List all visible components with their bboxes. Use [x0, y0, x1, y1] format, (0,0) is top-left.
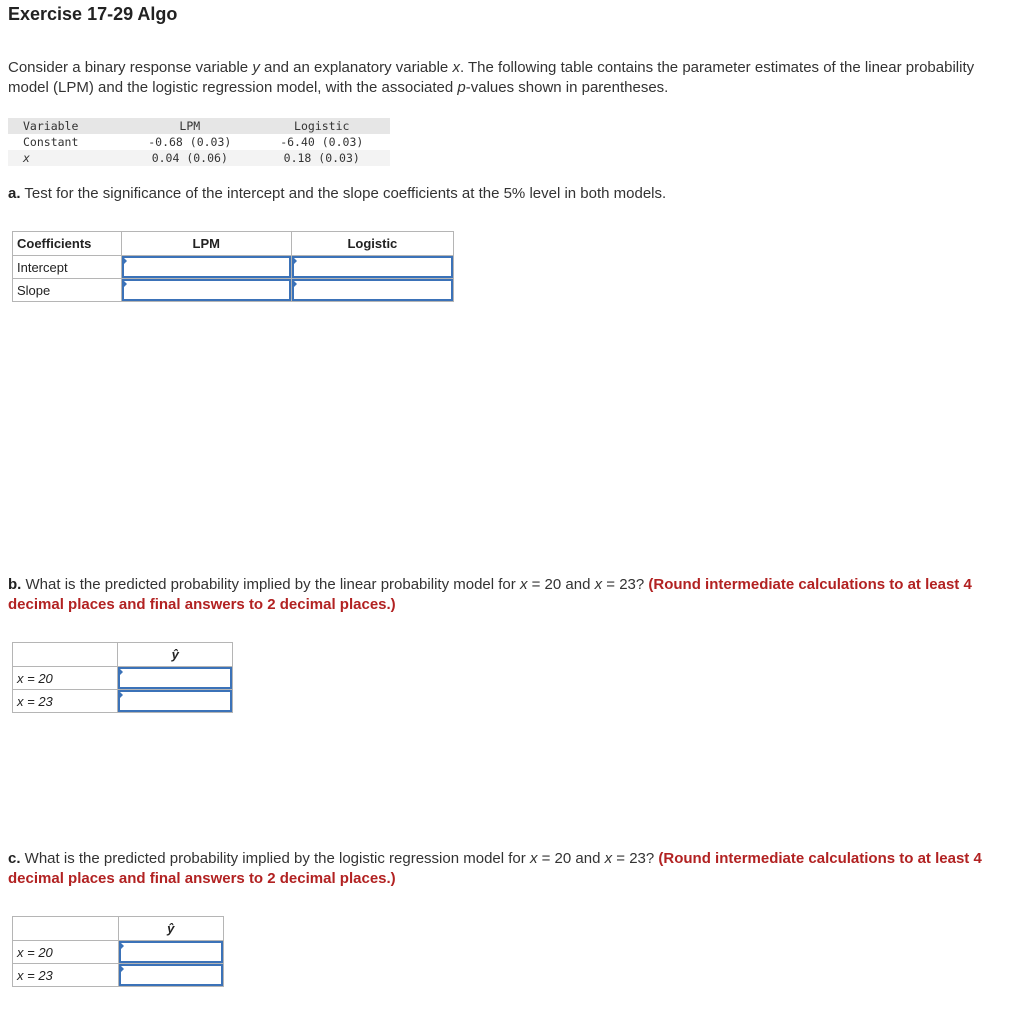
- header-y-hat: ŷ: [118, 917, 224, 941]
- cell-variable: Constant: [23, 135, 79, 149]
- row-label-slope: Slope: [13, 279, 122, 302]
- cell-lpm: -0.68 (0.03): [148, 135, 232, 149]
- table-row: [13, 941, 224, 964]
- header-lpm: LPM: [179, 119, 201, 133]
- logistic-x20-input[interactable]: [119, 941, 224, 963]
- cell-lpm: 0.04 (0.06): [151, 151, 228, 165]
- question-b-label: b.: [8, 576, 22, 593]
- header-blank: [13, 917, 119, 941]
- header-logistic: Logistic: [291, 232, 453, 256]
- estimates-header-row: [8, 118, 390, 134]
- slope-logistic-input[interactable]: [292, 279, 453, 301]
- header-lpm: LPM: [121, 232, 291, 256]
- question-c: c. What is the predicted probability implied by the logistic regression model for x = 20 and x = 23? (Round intermediate calculations to at least 4 decimal places and final answers to 2 decimal places.): [8, 850, 982, 887]
- answer-flag-icon: [119, 964, 124, 974]
- table-row: [13, 279, 454, 302]
- question-a-text: Test for the significance of the intercept and the slope coefficients at the 5% level in both models.: [20, 185, 667, 202]
- header-y-hat: ŷ: [118, 643, 233, 667]
- rounding-instruction: (Round intermediate calculations to at least 4 decimal places and final answers to 2 decimal places.): [8, 576, 972, 613]
- estimates-row-x: [8, 150, 390, 166]
- row-label-x20: x = 20: [13, 667, 118, 690]
- row-label-x23: x = 23: [13, 964, 119, 987]
- parameter-estimates-table: [8, 118, 390, 166]
- row-label-x23: x = 23: [13, 690, 118, 713]
- answer-flag-icon: [122, 279, 127, 289]
- table-row: [13, 690, 233, 713]
- answer-flag-icon: [119, 941, 124, 951]
- question-c-label: c.: [8, 850, 21, 867]
- header-coefficients: Coefficients: [13, 232, 122, 256]
- answer-flag-icon: [118, 667, 123, 677]
- part-b-answer-table: [12, 642, 233, 713]
- rounding-instruction: (Round intermediate calculations to at least 4 decimal places and final answers to 2 decimal places.): [8, 850, 982, 887]
- lpm-x23-input[interactable]: [118, 690, 232, 712]
- part-a-answer-table: [12, 231, 454, 302]
- intercept-logistic-input[interactable]: [292, 256, 453, 278]
- table-row: [13, 256, 454, 279]
- cell-logistic: 0.18 (0.03): [283, 151, 360, 165]
- cell-logistic: -6.40 (0.03): [280, 135, 364, 149]
- header-logistic: Logistic: [294, 119, 350, 133]
- answer-flag-icon: [292, 279, 297, 289]
- intercept-lpm-input[interactable]: [122, 256, 291, 278]
- logistic-x23-input[interactable]: [119, 964, 224, 986]
- question-a: [8, 184, 666, 204]
- table-row: [13, 667, 233, 690]
- table-row: [13, 964, 224, 987]
- row-label-x20: x = 20: [13, 941, 119, 964]
- header-blank: [13, 643, 118, 667]
- cell-variable: x: [23, 151, 30, 165]
- answer-flag-icon: [122, 256, 127, 266]
- row-label-intercept: Intercept: [13, 256, 122, 279]
- answer-flag-icon: [118, 690, 123, 700]
- slope-lpm-input[interactable]: [122, 279, 291, 301]
- problem-statement: Consider a binary response variable y and an explanatory variable x. The following table contains the parameter estimates of the linear probability model (LPM) and the logistic regression model, with the associated p-values shown in parentheses.: [8, 59, 975, 96]
- question-a-label: a.: [8, 185, 21, 202]
- question-b: b. What is the predicted probability implied by the linear probability model for x = 20 and x = 23? (Round intermediate calculations to at least 4 decimal places and final answers to 2 decimal places.): [8, 576, 972, 613]
- estimates-row-constant: [8, 134, 390, 150]
- exercise-title: Exercise 17-29 Algo: [8, 4, 178, 24]
- lpm-x20-input[interactable]: [118, 667, 232, 689]
- answer-flag-icon: [292, 256, 297, 266]
- header-variable: Variable: [23, 119, 79, 133]
- part-c-answer-table: [12, 916, 224, 987]
